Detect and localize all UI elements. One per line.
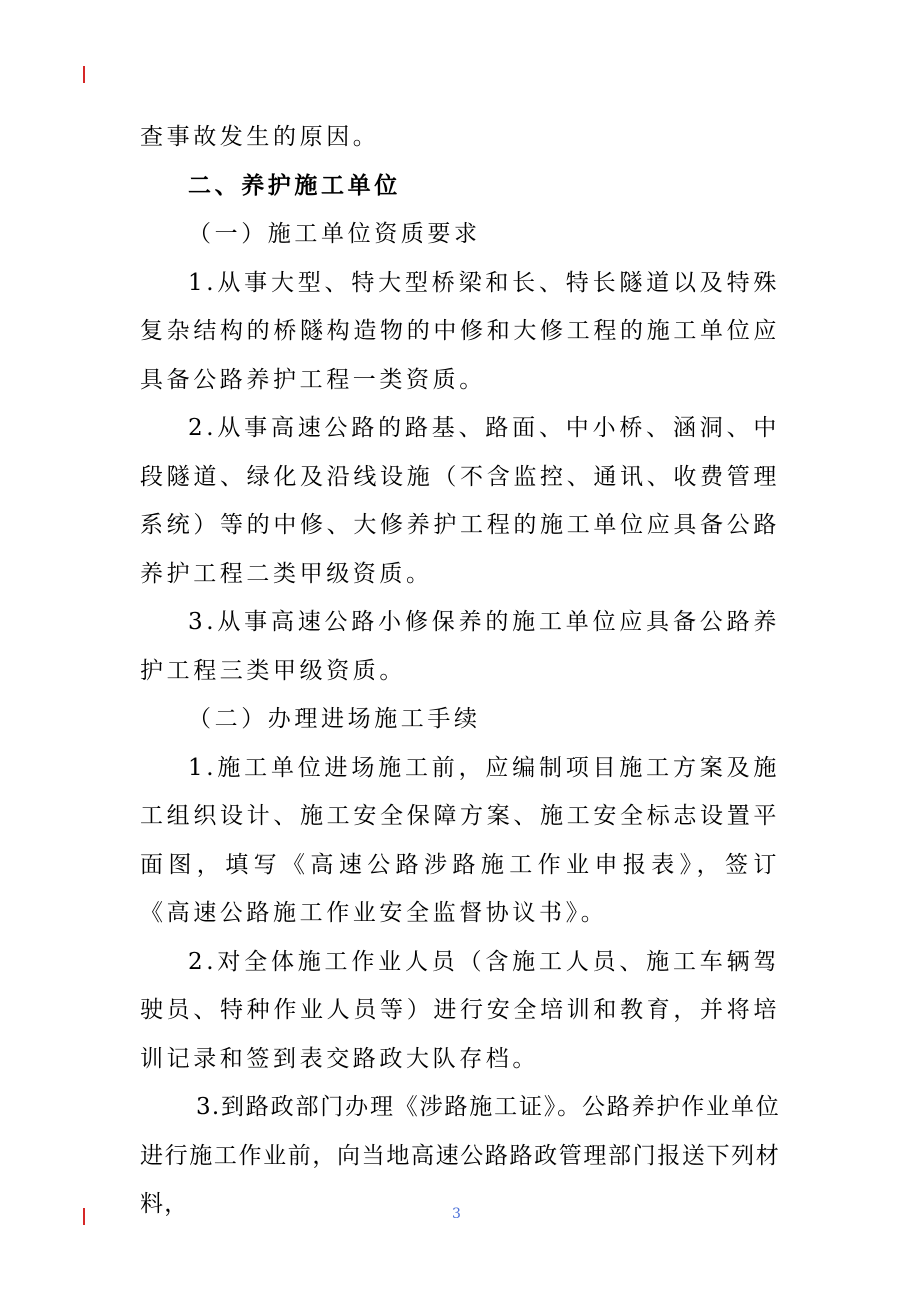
paragraph-item: 1.从事大型、特大型桥梁和长、特长隧道以及特殊复杂结构的桥隧构造物的中修和大修工程的施工单位应具备公路养护工程一类资质。 <box>140 269 780 393</box>
document-body <box>140 113 780 1229</box>
paragraph-item: 3.从事高速公路小修保养的施工单位应具备公路养护工程三类甲级资质。 <box>140 609 780 684</box>
bottom-corner-mark <box>83 1208 85 1225</box>
paragraph-item: 2.对全体施工作业人员（含施工人员、施工车辆驾驶员、特种作业人员等）进行安全培训和教育，并将培训记录和签到表交路政大队存档。 <box>140 948 780 1072</box>
section-heading: 二、养护施工单位 <box>188 172 401 199</box>
paragraph-item: 1.施工单位进场施工前，应编制项目施工方案及施工组织设计、施工安全保障方案、施工安全标志设置平面图，填写《高速公路涉路施工作业申报表》，签订《高速公路施工作业安全监督协议书》。 <box>140 754 780 926</box>
subsection-heading: （一）施工单位资质要求 <box>188 221 481 247</box>
top-corner-mark <box>83 66 85 83</box>
subsection-heading: （二）办理进场施工手续 <box>188 706 481 732</box>
page-number: 3 <box>452 1206 461 1222</box>
paragraph-item: 3.到路政部门办理《涉路施工证》。公路养护作业单位进行施工作业前，向当地高速公路路政管理部门报送下列材料， <box>140 1094 780 1217</box>
paragraph-item: 2.从事高速公路的路基、路面、中小桥、涵洞、中段隧道、绿化及沿线设施（不含监控、通讯、收费管理系统）等的中修、大修养护工程的施工单位应具备公路养护工程二类甲级资质。 <box>140 415 780 587</box>
paragraph-continuation: 查事故发生的原因。 <box>140 124 380 150</box>
